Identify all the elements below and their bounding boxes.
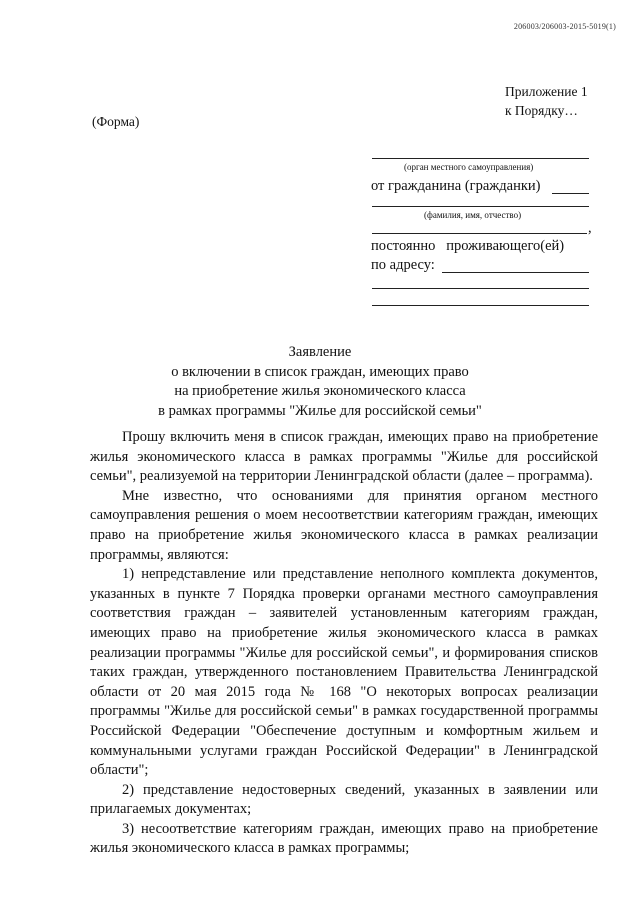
paragraph-grounds-intro: Мне известно, что основаниями для принятия органом местного самоуправления решения о моем несоответствии категориям граждан, имеющих право на приобретение жилья экономического класса в рамках реализации программы, являются: (90, 487, 598, 563)
address-label: по адресу: (371, 257, 435, 273)
name-line-2 (372, 233, 587, 234)
residence-label: постоянно проживающего(ей) (371, 238, 565, 254)
title-line-3: на приобретение жилья экономического класса (174, 383, 466, 399)
address-line-3 (372, 305, 589, 306)
title-line-1: Заявление (288, 344, 352, 360)
authority-line (372, 158, 589, 159)
from-line (552, 193, 589, 194)
name-line-1 (372, 206, 589, 207)
from-label: от гражданина (гражданки) (371, 178, 541, 194)
name-caption: (фамилия, имя, отчество) (424, 210, 522, 220)
title-line-2: о включении в список граждан, имеющих право (171, 363, 469, 380)
title-line-4: в рамках программы "Жилье для российской семьи" (158, 402, 482, 419)
authority-caption: (орган местного самоуправления) (404, 162, 534, 172)
paragraph-ground-2: 2) представление недостоверных сведений, указанных в заявлении или прилагаемых документах; (90, 781, 598, 818)
appendix-line-1: Приложение 1 (505, 84, 588, 99)
paragraph-ground-3: 3) несоответствие категориям граждан, имеющих право на приобретение жилья экономического класса в рамках программы; (90, 820, 598, 857)
form-label: (Форма) (92, 114, 140, 129)
appendix-line-2: к Порядку… (505, 103, 578, 118)
statement-body (90, 428, 598, 859)
paragraph-ground-1: 1) непредставление или представление неполного комплекта документов, указанных в пункте 7 Порядка проверки органами местного самоуправления соответствия граждан – заявителей установленным категориям граждан, имеющих право на приобретение жилья экономического класса в рамках реализации программы "Жилье для российской семьи", и формирования списков таких граждан, утвержденного постановлением Правительства Ленинградской области от 20 мая 2015 года № 168 "О некоторых вопросах реализации программы "Жилье для российской семьи" в рамках государственной программы Российской Федерации "Обеспечение доступным и комфортным жильем и коммунальными услугами граждан Российской Федерации" в Ленинградской области"; (90, 566, 598, 779)
name-comma: , (588, 220, 592, 236)
address-line-1 (442, 272, 589, 273)
document-number: 206003/206003-2015-5019(1) (513, 22, 616, 31)
appendix-note (505, 82, 588, 120)
statement-title (0, 343, 640, 421)
paragraph-request: Прошу включить меня в список граждан, имеющих право на приобретение жилья экономического класса в рамках программы "Жилье для российской семьи", реализуемой на территории Ленинградской области (далее – программа). (90, 429, 598, 485)
address-line-2 (372, 288, 589, 289)
